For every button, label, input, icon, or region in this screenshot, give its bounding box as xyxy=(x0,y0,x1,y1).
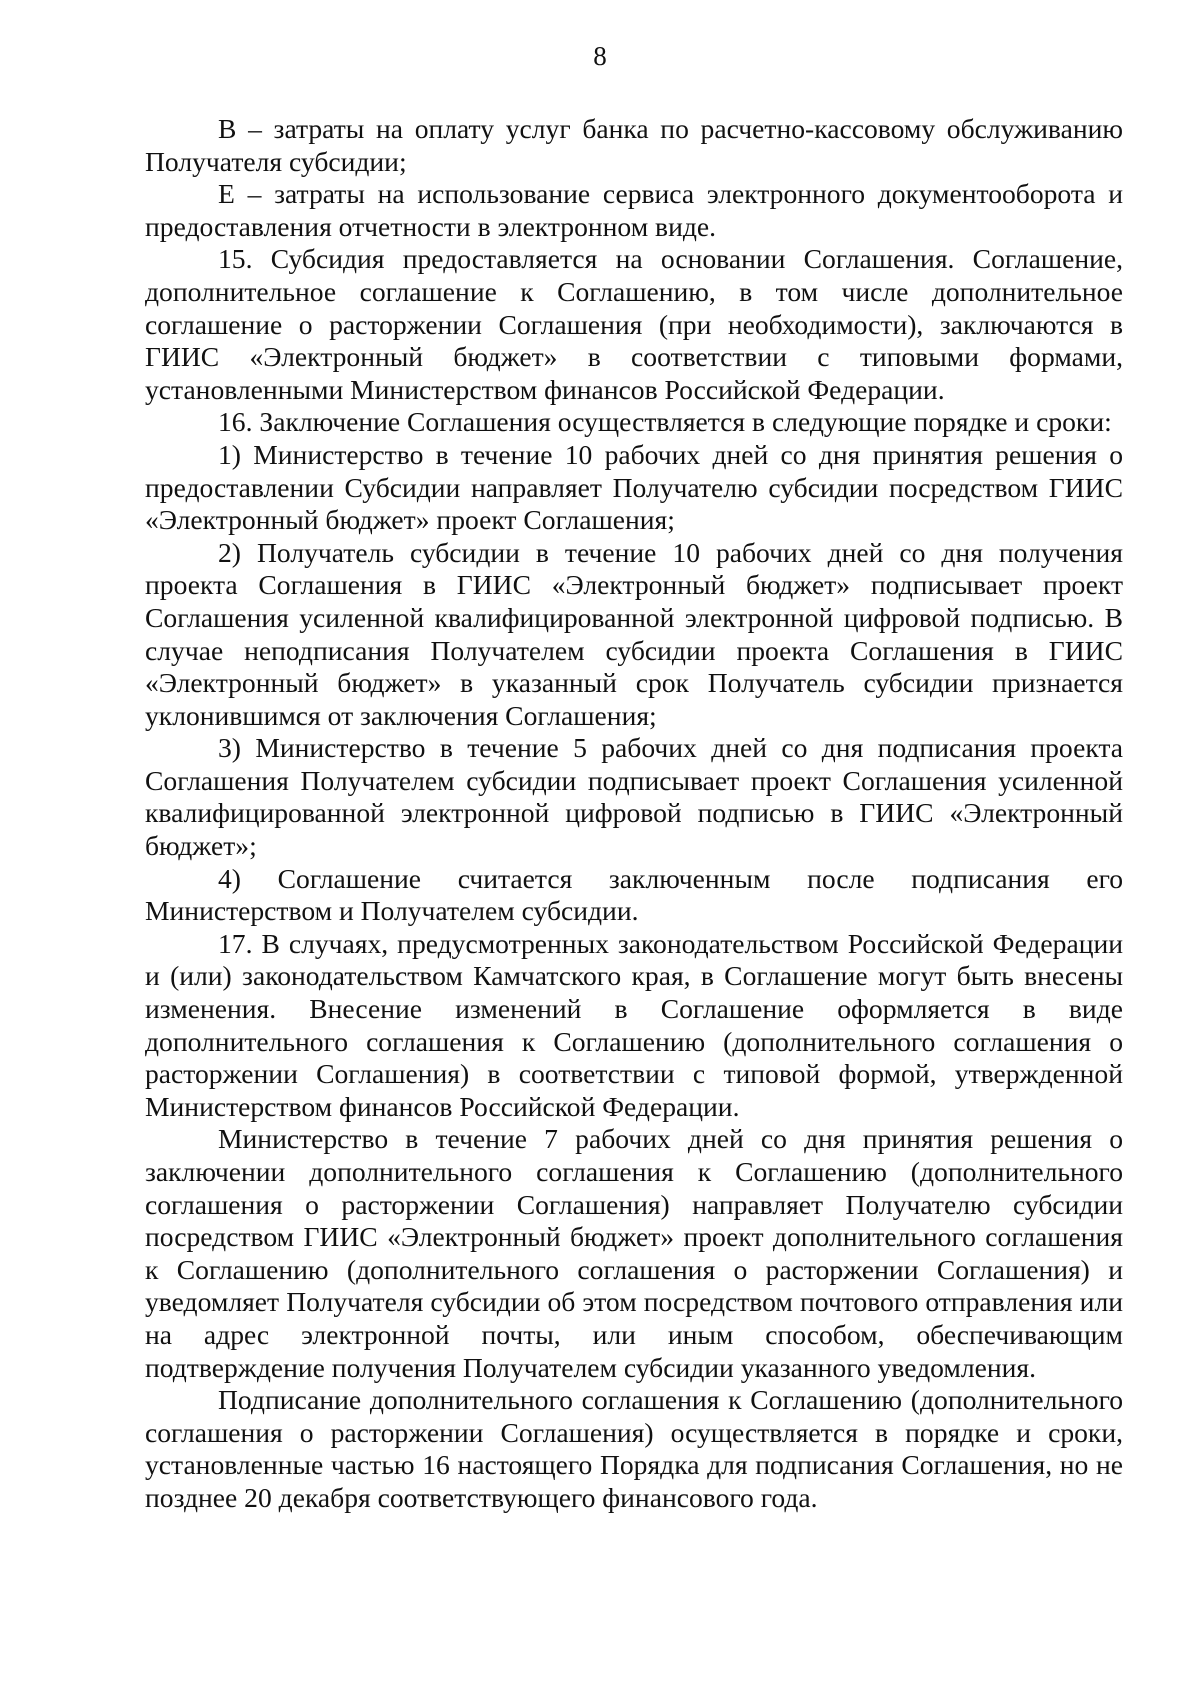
page-number: 8 xyxy=(593,41,607,71)
paragraph-item-16-4: 4) Соглашение считается заключенным после подписания его Министерством и Получателем субсидии. xyxy=(145,862,1123,927)
document-body xyxy=(145,113,1123,1515)
paragraph-signing-deadline: Подписание дополнительного соглашения к Соглашению (дополнительного соглашения о расторжении Соглашения) осуществляется в порядке и сроки, установленные частью 16 настоящего Порядка для подписания Соглашения, но не позднее 20 декабря соответствующего финансового года. xyxy=(145,1384,1123,1513)
paragraph-ministry-notice: Министерство в течение 7 рабочих дней со дня принятия решения о заключении дополнительного соглашения к Соглашению (дополнительного соглашения о расторжении Соглашения) направляет Получателю субсидии посредством ГИИС «Электронный бюджет» проект дополнительного соглашения к Соглашению (дополнительного соглашения о расторжении Соглашения) и уведомляет Получателя субсидии об этом посредством почтового отправления или на адрес электронной почты, или иным способом, обеспечивающим подтверждение получения Получателем субсидии указанного уведомления. xyxy=(145,1123,1123,1383)
paragraph-item-16-3: 3) Министерство в течение 5 рабочих дней со дня подписания проекта Соглашения Получателем субсидии подписывает проект Соглашения усиленной квалифицированной электронной цифровой подписью в ГИИС «Электронный бюджет»; xyxy=(145,732,1123,862)
paragraph-cost-bank-services: В – затраты на оплату услуг банка по расчетно-кассовому обслуживанию Получателя субсидии; xyxy=(145,113,1123,177)
paragraph-cost-edo-service: Е – затраты на использование сервиса электронного документооборота и предоставления отчетности в электронном виде. xyxy=(145,178,1123,242)
paragraph-item-16: 16. Заключение Соглашения осуществляется в следующие порядке и сроки: xyxy=(218,406,1112,438)
paragraph-item-16-2: 2) Получатель субсидии в течение 10 рабочих дней со дня получения проекта Соглашения в ГИИС «Электронный бюджет» подписывает проект Соглашения усиленной квалифицированной электронной цифровой подписью. В случае неподписания Получателем субсидии проекта Соглашения в ГИИС «Электронный бюджет» в указанный срок Получатель субсидии признается уклонившимся от заключения Соглашения; xyxy=(145,536,1123,731)
paragraph-item-16-1: 1) Министерство в течение 10 рабочих дней со дня принятия решения о предоставлении Субсидии направляет Получателю субсидии посредством ГИИС «Электронный бюджет» проект Соглашения; xyxy=(145,438,1123,536)
paragraph-item-17: 17. В случаях, предусмотренных законодательством Российской Федерации и (или) законодательством Камчатского края, в Соглашение могут быть внесены изменения. Внесение изменений в Соглашение оформляется в виде дополнительного соглашения к Соглашению (дополнительного соглашения о расторжении Соглашения) в соответствии с типовой формой, утвержденной Министерством финансов Российской Федерации. xyxy=(145,927,1123,1122)
paragraph-item-15: 15. Субсидия предоставляется на основании Соглашения. Соглашение, дополнительное соглашение к Соглашению, в том числе дополнительное соглашение о расторжении Соглашения (при необходимости), заключаются в ГИИС «Электронный бюджет» в соответствии с типовыми формами, установленными Министерством финансов Российской Федерации. xyxy=(145,243,1123,405)
